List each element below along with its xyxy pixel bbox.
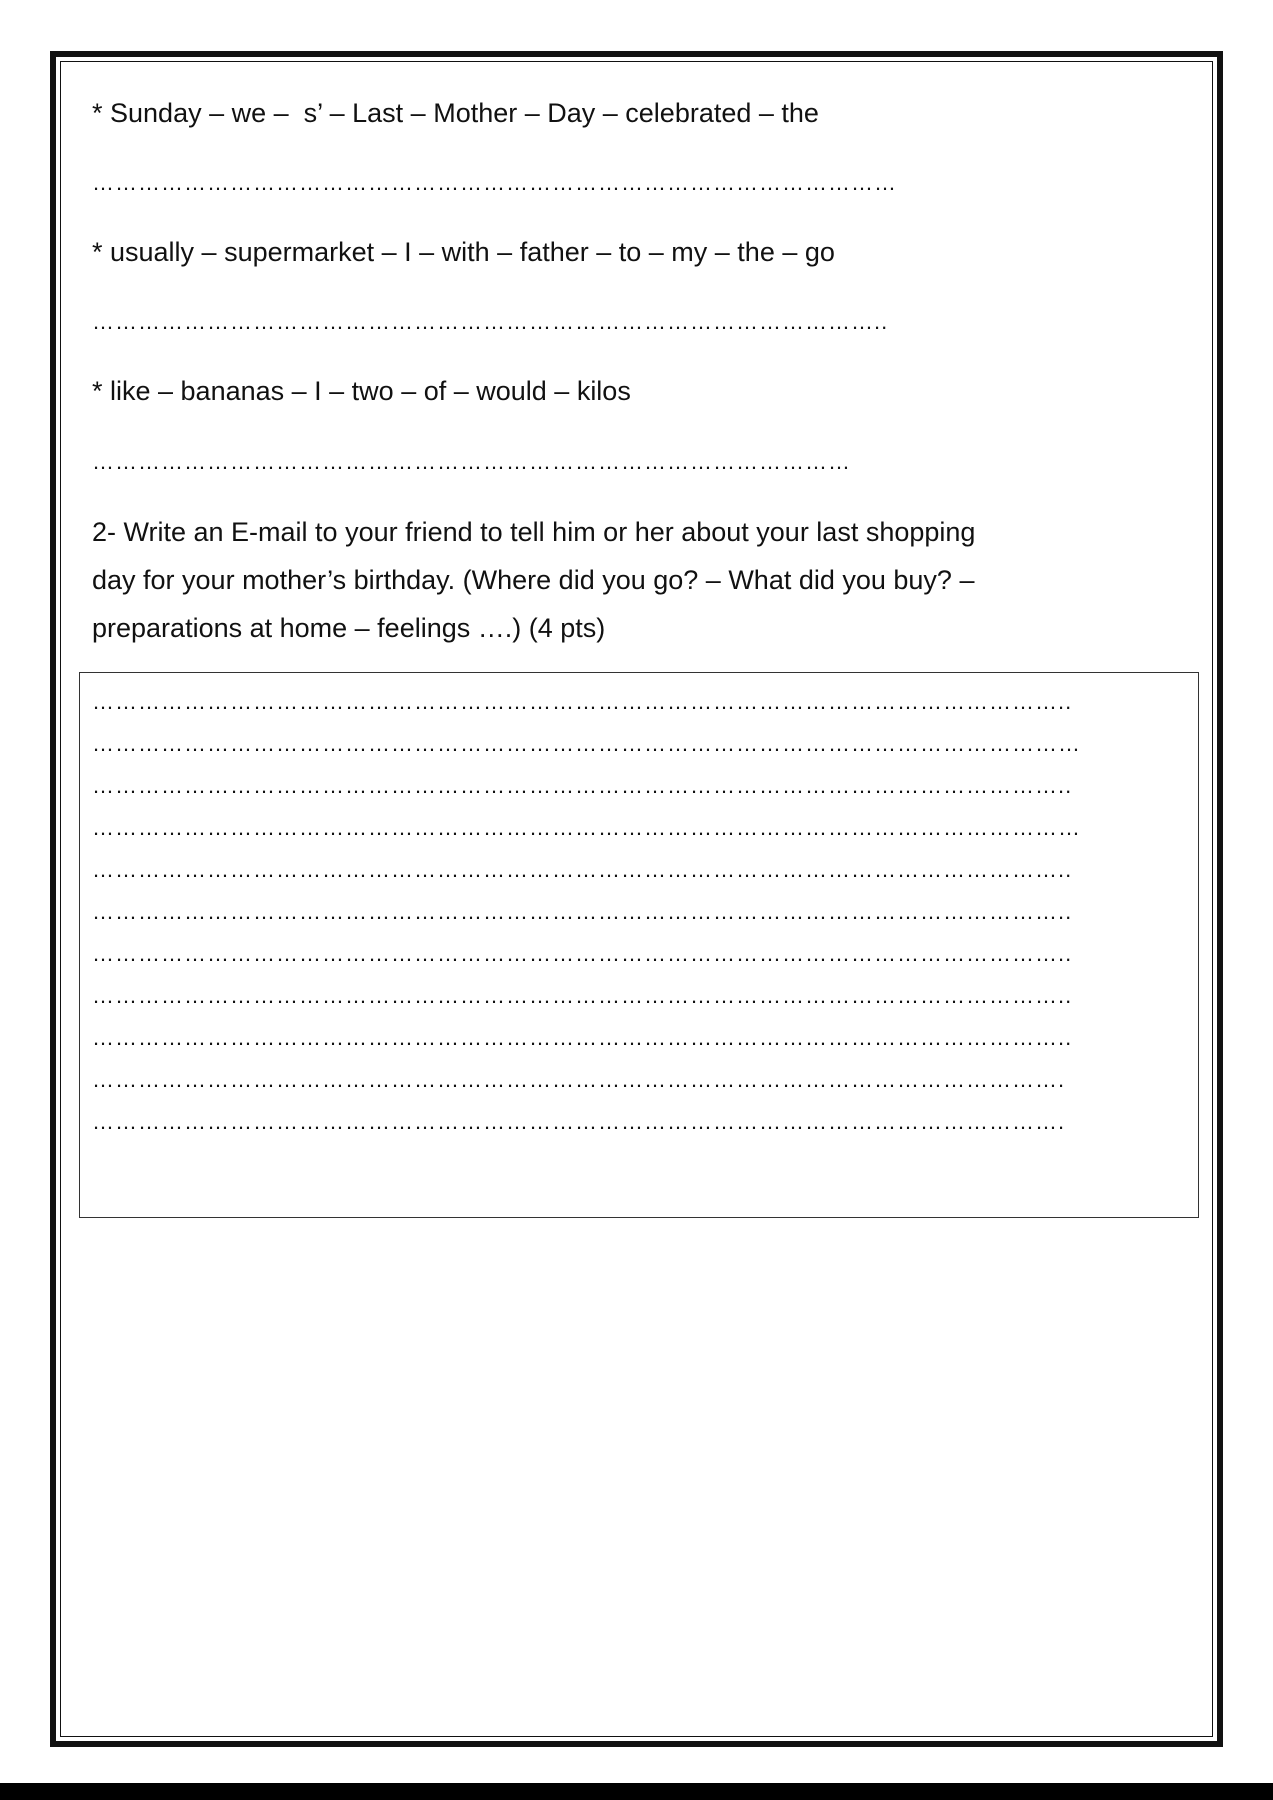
email-answer-line[interactable]: ………………………………………………………………………………………………………………… bbox=[92, 817, 1081, 839]
email-answer-line[interactable]: ………………………………………………………………………………………………………………. bbox=[92, 1111, 1066, 1133]
email-answer-line[interactable]: ……………………………………………………………………………………………………………….. bbox=[92, 691, 1073, 713]
email-answer-line[interactable]: ……………………………………………………………………………………………………………….. bbox=[92, 775, 1073, 797]
scrambled-sentence-2: * usually – supermarket – I – with – father – to – my – the – go bbox=[92, 237, 835, 267]
answer-line-3[interactable]: ……………………………………………………………………………………… bbox=[92, 451, 851, 473]
email-answer-line[interactable]: ……………………………………………………………………………………………………………….. bbox=[92, 1027, 1073, 1049]
answer-line-1[interactable]: …………………………………………………………………………………………… bbox=[92, 172, 897, 194]
scrambled-sentence-3: * like – bananas – I – two – of – would – kilos bbox=[92, 376, 631, 406]
email-answer-line[interactable]: ……………………………………………………………………………………………………………….. bbox=[92, 943, 1073, 965]
email-answer-line[interactable]: ……………………………………………………………………………………………………………….. bbox=[92, 985, 1073, 1007]
answer-line-2[interactable]: ………………………………………………………………………………………….. bbox=[92, 311, 889, 333]
email-answer-line[interactable]: ……………………………………………………………………………………………………………….. bbox=[92, 859, 1073, 881]
email-answer-line[interactable]: ……………………………………………………………………………………………………………….. bbox=[92, 901, 1073, 923]
writing-task-line-2: day for your mother’s birthday. (Where did you go? – What did you buy? – bbox=[92, 565, 975, 595]
writing-task-line-1: 2- Write an E-mail to your friend to tell him or her about your last shopping bbox=[92, 517, 976, 547]
writing-task-line-3: preparations at home – feelings ….) (4 pts) bbox=[92, 613, 606, 643]
bottom-edge-bar bbox=[0, 1783, 1273, 1800]
email-answer-box[interactable] bbox=[79, 672, 1199, 1218]
email-answer-line[interactable]: ………………………………………………………………………………………………………………… bbox=[92, 733, 1081, 755]
writing-task-instructions bbox=[92, 508, 1172, 652]
scrambled-sentence-1: * Sunday – we – s’ – Last – Mother – Day – celebrated – the bbox=[92, 98, 819, 128]
email-answer-line[interactable]: ………………………………………………………………………………………………………………. bbox=[92, 1069, 1066, 1091]
